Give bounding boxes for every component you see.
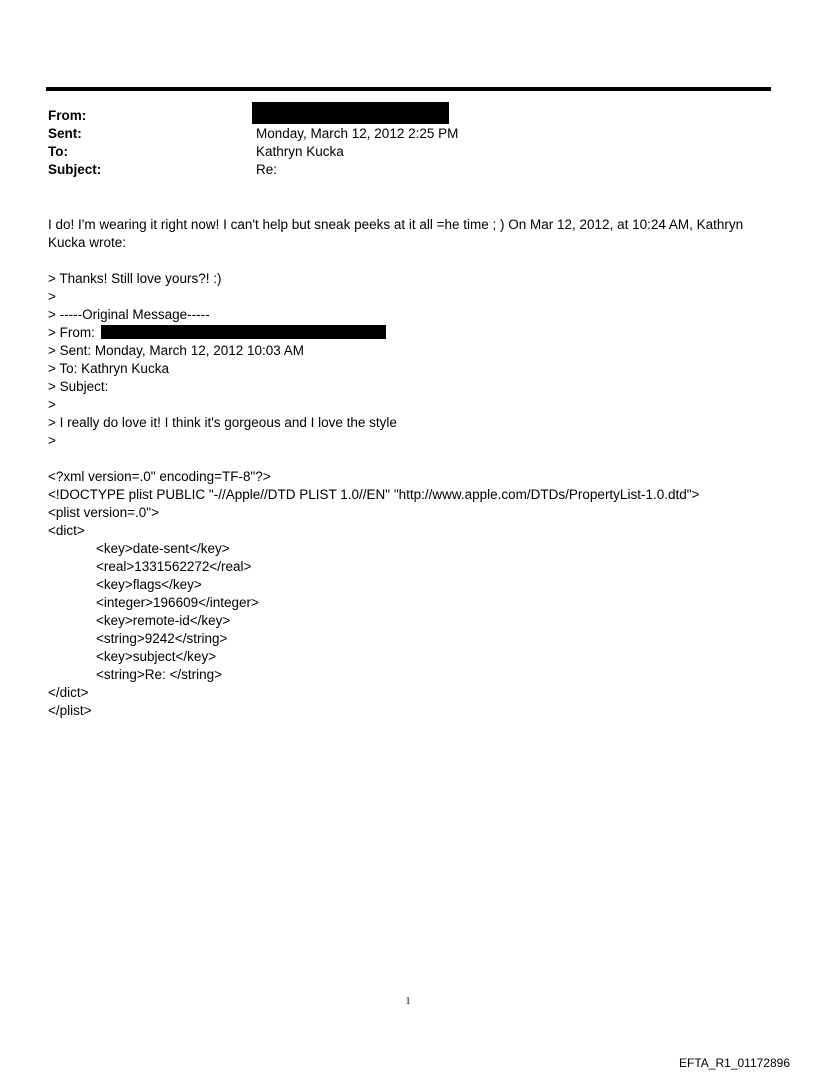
quote-line: > To: Kathryn Kucka: [48, 361, 169, 376]
from-value: [256, 107, 768, 125]
quote-line: > Sent: Monday, March 12, 2012 10:03 AM: [48, 343, 305, 358]
email-header: [48, 107, 768, 179]
quote-line: >: [48, 397, 56, 412]
quote-from-line: [48, 324, 768, 342]
xml-line: <real>1331562272</real>: [96, 559, 252, 574]
sent-value: Monday, March 12, 2012 2:25 PM: [256, 126, 459, 141]
page-number: 1: [405, 996, 411, 1007]
header-rule: [46, 87, 771, 91]
xml-line: <integer>196609</integer>: [96, 595, 259, 610]
xml-line: <string>9242</string>: [96, 631, 228, 646]
xml-line: <plist version=.0">: [48, 505, 159, 520]
quote-line: > -----Original Message-----: [48, 307, 210, 322]
to-value: Kathryn Kucka: [256, 144, 344, 159]
quote-line: > Subject:: [48, 379, 109, 394]
redaction-block-quote-from: [101, 325, 386, 339]
subject-value: Re:: [256, 162, 278, 177]
quote-line: >: [48, 433, 56, 448]
sent-label: Sent:: [48, 126, 82, 141]
header-sent-row: [48, 125, 768, 143]
xml-line: <key>flags</key>: [96, 577, 202, 592]
header-from-row: [48, 107, 768, 125]
xml-line: <key>subject</key>: [96, 649, 217, 664]
header-subject-row: [48, 161, 768, 179]
xml-line: <!DOCTYPE plist PUBLIC "-//Apple//DTD PLIST 1.0//EN" "http://www.apple.com/DTDs/PropertyList-1.0.dtd">: [48, 487, 700, 502]
xml-line: <?xml version=.0" encoding=TF-8"?>: [48, 469, 271, 484]
document-id: EFTA_R1_01172896: [679, 1056, 790, 1070]
xml-line: <dict>: [48, 523, 85, 538]
xml-line: <key>date-sent</key>: [96, 541, 230, 556]
quote-line: >: [48, 289, 56, 304]
quote-from-label: > From:: [48, 325, 99, 340]
header-to-row: [48, 143, 768, 161]
from-label: From:: [48, 108, 87, 123]
subject-label: Subject:: [48, 162, 102, 177]
quote-line: > Thanks! Still love yours?! :): [48, 271, 222, 286]
xml-line: <key>remote-id</key>: [96, 613, 231, 628]
email-body: [48, 216, 768, 720]
xml-line: </plist>: [48, 703, 92, 718]
xml-line: </dict>: [48, 685, 89, 700]
quote-line: > I really do love it! I think it's gorgeous and I love the style: [48, 415, 397, 430]
xml-line: <string>Re: </string>: [96, 667, 223, 682]
body-intro: I do! I'm wearing it right now! I can't help but sneak peeks at it all =he time ; ) On Mar 12, 2012, at 10:24 AM, Kathryn Kucka wrote:: [48, 217, 744, 250]
to-label: To:: [48, 144, 68, 159]
